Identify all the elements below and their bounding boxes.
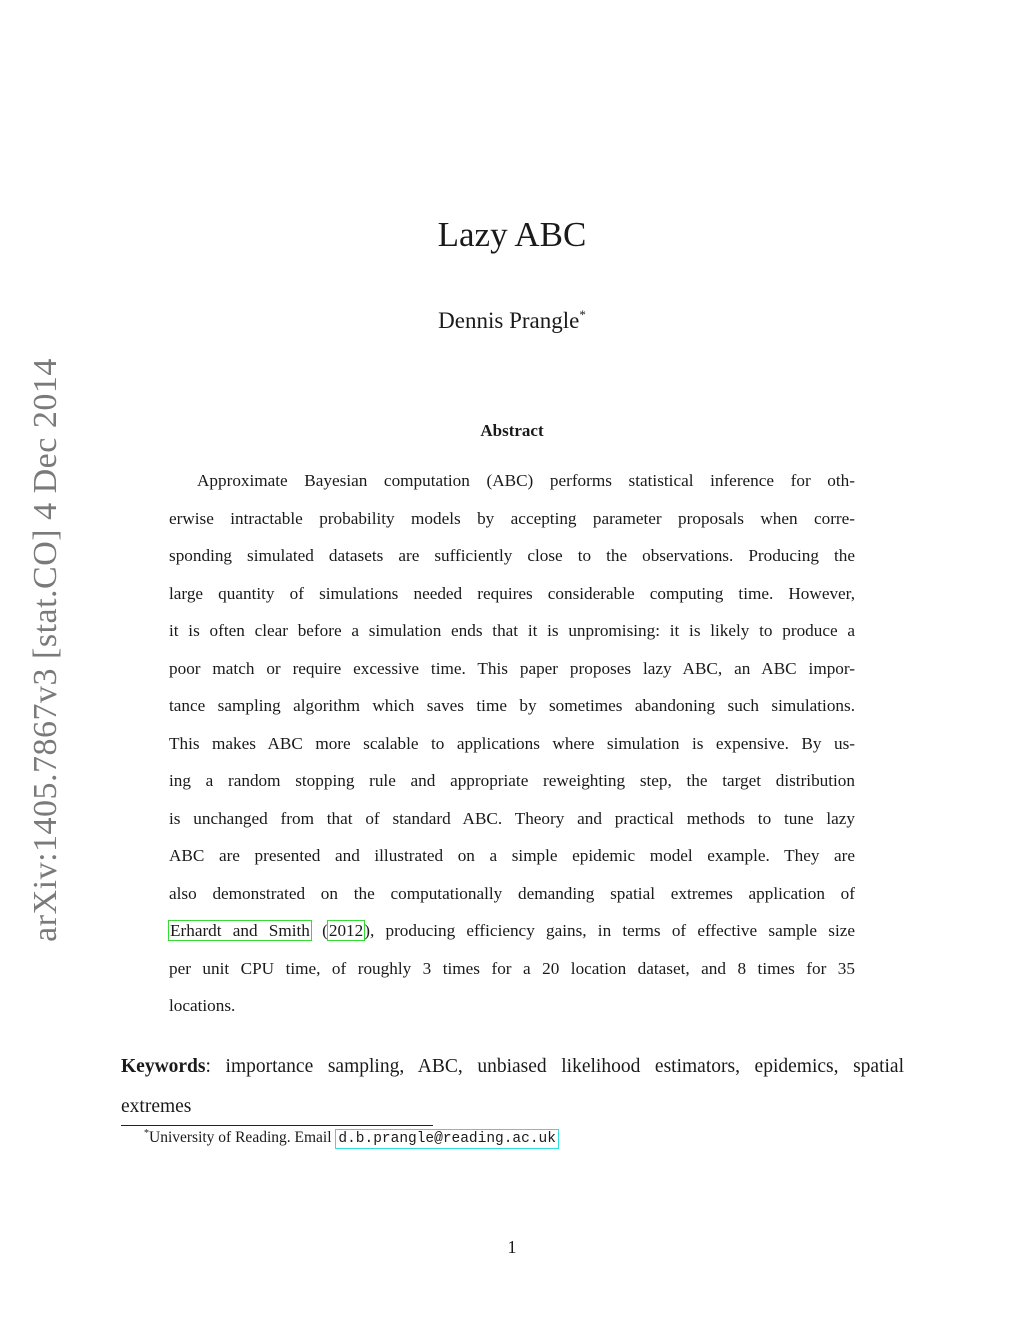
abstract-line: poor match or require excessive time. This paper proposes lazy ABC, an ABC impor- [169, 658, 855, 678]
footnote [144, 1128, 559, 1147]
abstract-line: Approximate Bayesian computation (ABC) performs statistical inference for oth- [197, 471, 855, 490]
keywords-label: Keywords [121, 1056, 206, 1077]
abstract-line: ABC are presented and illustrated on a simple epidemic model example. They are [169, 846, 855, 865]
citation-paren: ( [322, 921, 328, 940]
abstract-citation-line [169, 912, 855, 950]
abstract-line: ing a random stopping rule and appropriate reweighting step, the target distribution [169, 771, 855, 790]
footnote-mark: * [144, 1128, 149, 1139]
abstract-heading: Abstract [480, 421, 544, 440]
footnote-divider [121, 1125, 433, 1126]
citation-rest-text: ), producing efficiency gains, in terms of effective sample size [364, 921, 856, 940]
author-footnote-mark[interactable]: * [579, 307, 586, 322]
email-link[interactable]: d.b.prangle@reading.ac.uk [335, 1129, 559, 1149]
abstract-line: is unchanged from that of standard ABC. Theory and practical methods to tune lazy [169, 808, 855, 828]
keywords-text: : importance sampling, ABC, unbiased likelihood estimators, epidemics, spatial [205, 1056, 904, 1077]
abstract-line: also demonstrated on the computationally demanding spatial extremes application of [169, 883, 855, 903]
abstract-line: erwise intractable probability models by accepting parameter proposals when corre- [169, 508, 855, 528]
abstract-line: large quantity of simulations needed requires considerable computing time. However, [169, 583, 855, 603]
keywords-line [121, 1047, 904, 1087]
arxiv-identifier[interactable]: arXiv:1405.7867v3 [stat.CO] 4 Dec 2014 [27, 358, 64, 942]
abstract-line: it is often clear before a simulation ends that it is unpromising: it is likely to produce a [169, 621, 855, 640]
paper-title: Lazy ABC [437, 215, 587, 254]
author-line [0, 307, 1024, 334]
page-number: 1 [507, 1237, 517, 1257]
abstract-body [169, 462, 855, 1025]
abstract-line: This makes ABC more scalable to applications where simulation is expensive. By us- [169, 733, 855, 753]
abstract-line: locations. [169, 996, 236, 1015]
keywords-block [121, 1047, 904, 1127]
abstract-line: per unit CPU time, of roughly 3 times for a 20 location dataset, and 8 times for 35 [169, 958, 855, 978]
abstract-line: tance sampling algorithm which saves time by sometimes abandoning such simulations. [169, 696, 855, 715]
citation-link-authors[interactable]: Erhardt and Smith [170, 921, 310, 940]
keywords-line-2: extremes [121, 1096, 192, 1117]
author-name: Dennis Prangle [438, 308, 580, 333]
footnote-text: University of Reading. Email [149, 1129, 336, 1146]
citation-link-year[interactable]: 2012 [328, 921, 364, 940]
abstract-line: sponding simulated datasets are sufficiently close to the observations. Producing the [169, 546, 855, 565]
